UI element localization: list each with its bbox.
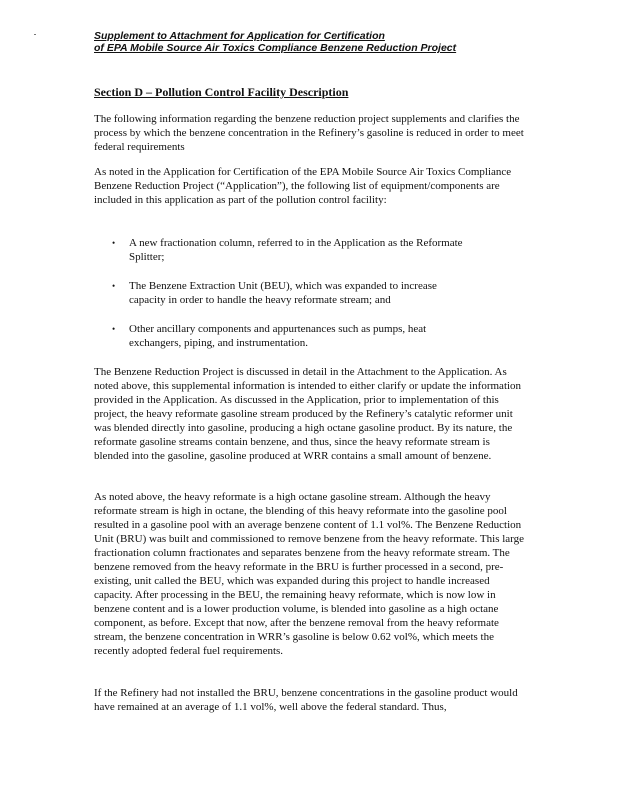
- bullet-text: The Benzene Extraction Unit (BEU), which was expanded to increase capacity in order to handle the heavy reformate stream; and: [129, 280, 437, 306]
- section-title: Section D – Pollution Control Facility Description: [94, 85, 349, 99]
- paragraph-heavy-reformate: As noted above, the heavy reformate is a high octane gasoline stream. Although the heavy reformate stream is high in octane, the blending of this heavy reformate into the gasoline pool resulted in a gasoline pool with an average benzene content of 1.1 vol%. The Benzene Reduction Unit (BRU) was built and commissioned to remove benzene from the heavy reformate. This large fractionation column fractionates and separates benzene from the heavy reformate stream. The benzene removed from the heavy reformate in the BRU is further processed in a second, pre-existing, unit called the BEU, which was expanded during this project to handle increased capacity. After processing in the BEU, the remaining heavy reformate, which is now low in benzene content and is a lower production volume, is blended into gasoline as a high octane component, as before. Except that now, after the benzene removal from the heavy reformate stream, the benzene concentration in WRR’s gasoline is below 0.62 vol%, which meets the recently adopted federal fuel requirements.: [94, 491, 525, 657]
- bullet-icon: •: [112, 324, 116, 334]
- scan-speck: [34, 34, 36, 35]
- bullet-icon: •: [112, 281, 116, 291]
- paragraph-project-discussion: The Benzene Reduction Project is discussed in detail in the Attachment to the Application. As noted above, this supplemental information is intended to either clarify or update the information provided in the Application. As discussed in the Application, prior to implementation of this project, the heavy reformate gasoline stream produced by the Refinery’s catalytic reformer unit was blended directly into gasoline, producing a high octane gasoline product. By its nature, the reformate gasoline streams contain benzene, and thus, since the heavy reformate stream is blended into the gasoline, gasoline produced at WRR contains a small amount of benzene.: [94, 366, 522, 462]
- header-line-2: of EPA Mobile Source Air Toxics Compliance Benzene Reduction Project: [94, 42, 457, 54]
- bullet-icon: •: [112, 238, 116, 248]
- paragraph-conclusion: If the Refinery had not installed the BRU, benzene concentrations in the gasoline product would have remained at an average of 1.1 vol%, well above the federal standard. Thus,: [94, 687, 518, 713]
- bullet-text: A new fractionation column, referred to in the Application as the Reformate Splitter;: [129, 237, 463, 263]
- paragraph-intro: The following information regarding the benzene reduction project supplements and clarifies the process by which the benzene concentration in the Refinery’s gasoline is reduced in order to meet federal requirements: [94, 113, 524, 153]
- document-header: [94, 30, 554, 54]
- header-line-1: Supplement to Attachment for Application for Certification: [94, 30, 385, 42]
- paragraph-equipment-list-intro: As noted in the Application for Certification of the EPA Mobile Source Air Toxics Compliance Benzene Reduction Project (“Application”), the following list of equipment/components are included in this application as part of the pollution control facility:: [94, 166, 512, 206]
- bullet-text: Other ancillary components and appurtenances such as pumps, heat exchangers, piping, and instrumentation.: [129, 323, 427, 349]
